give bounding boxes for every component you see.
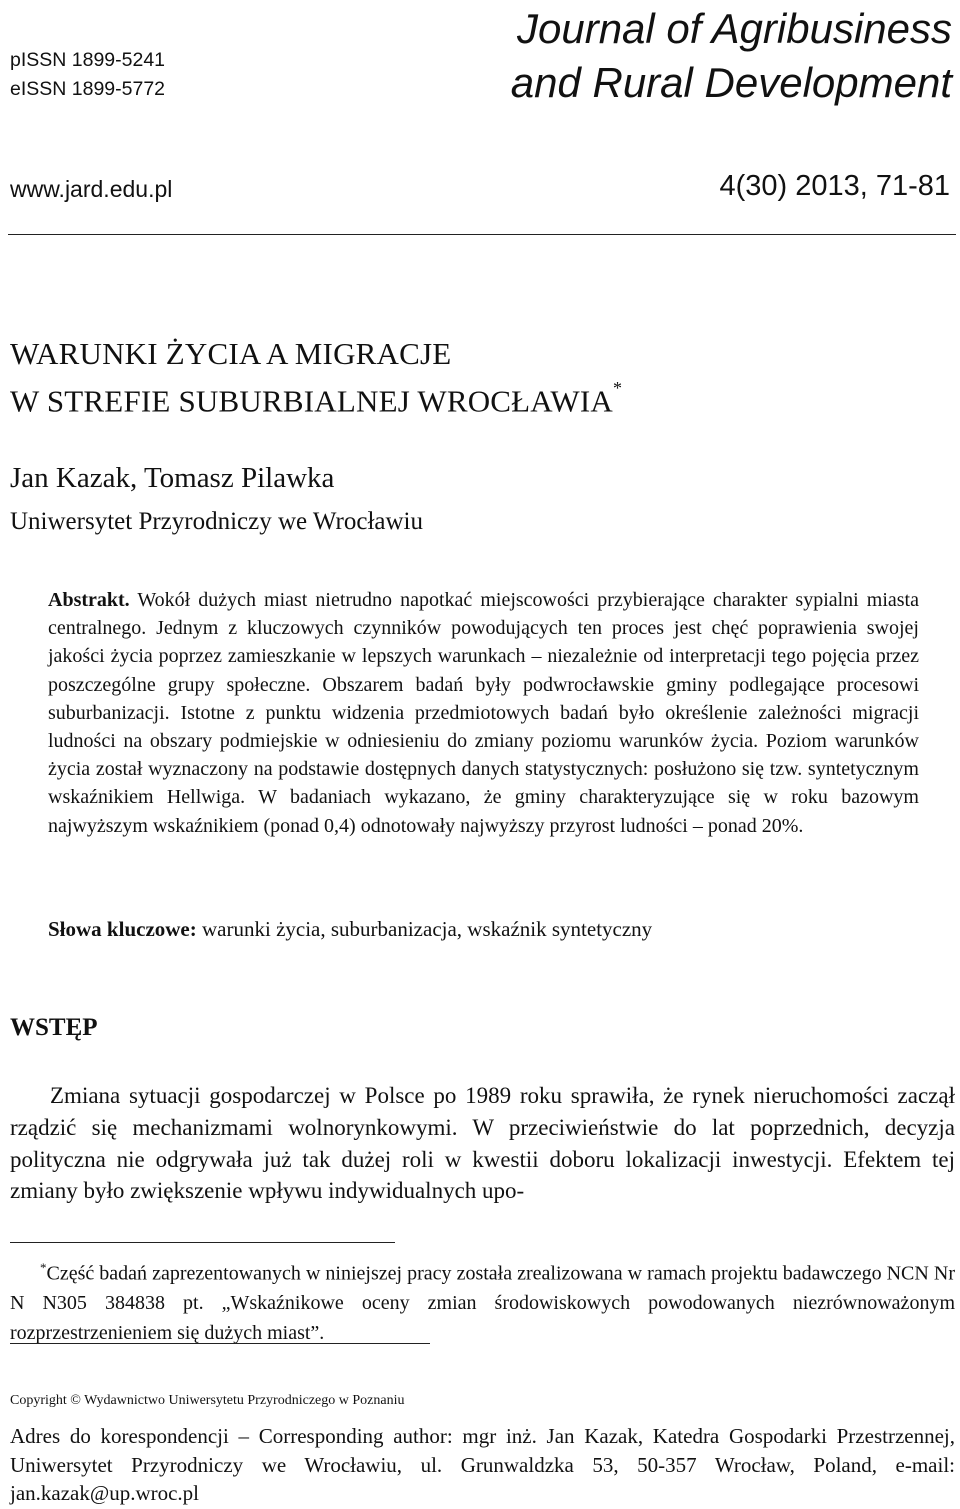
article-title-line2: W STREFIE SUBURBIALNEJ WROCŁAWIA: [10, 383, 613, 419]
journal-title: [511, 2, 952, 110]
issn-block: [10, 46, 165, 104]
footnote-mark: *: [40, 1260, 47, 1275]
copyright-notice: Copyright © Wydawnictwo Uniwersytetu Przyrodniczego w Poznaniu: [10, 1393, 405, 1408]
abstract-text: Wokół dużych miast nietrudno napotkać miejscowości przybierające charakter sypialni miasta centralnego. Jednym z kluczowych czynników powodujących ten proces jest chęć poprawienia swojej jakości życia poprzez zamieszkanie w lepszych warunkach – niezależnie od interpretacji tego pojęcia przez poszczególne grupy społeczne. Obszarem badań były podwrocławskie gminy podlegające procesowi suburbanizacji. Istotne z punktu widzenia przedmiotowych badań było określenie zależności migracji ludności na obszary podmiejskie w odniesieniu do zmiany poziomu warunków życia. Poziom warunków życia został wyznaczony na podstawie dostępnych danych statystycznych: posłużono się tzw. syntetycznym wskaźnikiem Hellwiga. W badaniach wykazano, że gminy charakteryzujące się w roku bazowym najwyższym wskaźnikiem (ponad 0,4) odnotowały najwyższy przyrost ludności – ponad 20%.: [48, 589, 919, 837]
keywords-label: Słowa kluczowe:: [48, 917, 197, 941]
section-heading: WSTĘP: [10, 1014, 98, 1041]
intro-paragraph: Zmiana sytuacji gospodarczej w Polsce po 1989 roku sprawiła, że rynek nieruchomości zaczął rządzić się mechanizmami wolnorynkowymi. W przeciwieństwie do lat poprzednich, decyzja polityczna nie odgrywała już tak dużej roli w kwestii doboru lokalizacji inwestycji. Efektem tej zmiany było zwiększenie wpływu indywidualnych upo-: [10, 1083, 955, 1204]
footnote: [10, 1253, 955, 1348]
issue-info: 4(30) 2013, 71-81: [719, 170, 950, 202]
affiliation: Uniwersytet Przyrodniczy we Wrocławiu: [10, 508, 423, 535]
abstract-label: Abstrakt.: [48, 589, 130, 611]
eissn: eISSN 1899-5772: [10, 78, 166, 100]
footer-divider: [10, 1343, 430, 1344]
footnote-text: Część badań zaprezentowanych w niniejszej pracy została zrealizowana w ramach projektu badawczego NCN Nr N N305 384838 pt. „Wskaźnikowe oceny zmian środowiskowych powodowanych niezrównoważonym rozprzestrzenieniem się dużych miast”.: [10, 1262, 955, 1344]
article-title: [10, 334, 622, 421]
keywords: [48, 917, 652, 942]
article-title-line1: WARUNKI ŻYCIA A MIGRACJE: [10, 336, 452, 371]
pissn: pISSN 1899-5241: [10, 49, 166, 71]
authors: Jan Kazak, Tomasz Pilawka: [10, 462, 335, 494]
correspondence-address: Adres do korespondencji – Corresponding author: mgr inż. Jan Kazak, Katedra Gospodarki Przestrzennej, Uniwersytet Przyrodniczy we Wrocławiu, ul. Grunwaldzka 53, 50-357 Wrocław, Poland, e-mail: jan.kazak@up.wroc.pl: [10, 1424, 955, 1505]
title-footnote-mark: *: [612, 378, 623, 398]
header-divider: [8, 234, 956, 235]
journal-title-line2: and Rural Development: [510, 59, 952, 106]
footnote-divider: [10, 1242, 395, 1243]
journal-title-line1: Journal of Agribusiness: [516, 5, 952, 52]
keywords-text: warunki życia, suburbanizacja, wskaźnik syntetyczny: [202, 917, 653, 941]
abstract: [48, 586, 919, 840]
journal-url: www.jard.edu.pl: [10, 176, 173, 202]
